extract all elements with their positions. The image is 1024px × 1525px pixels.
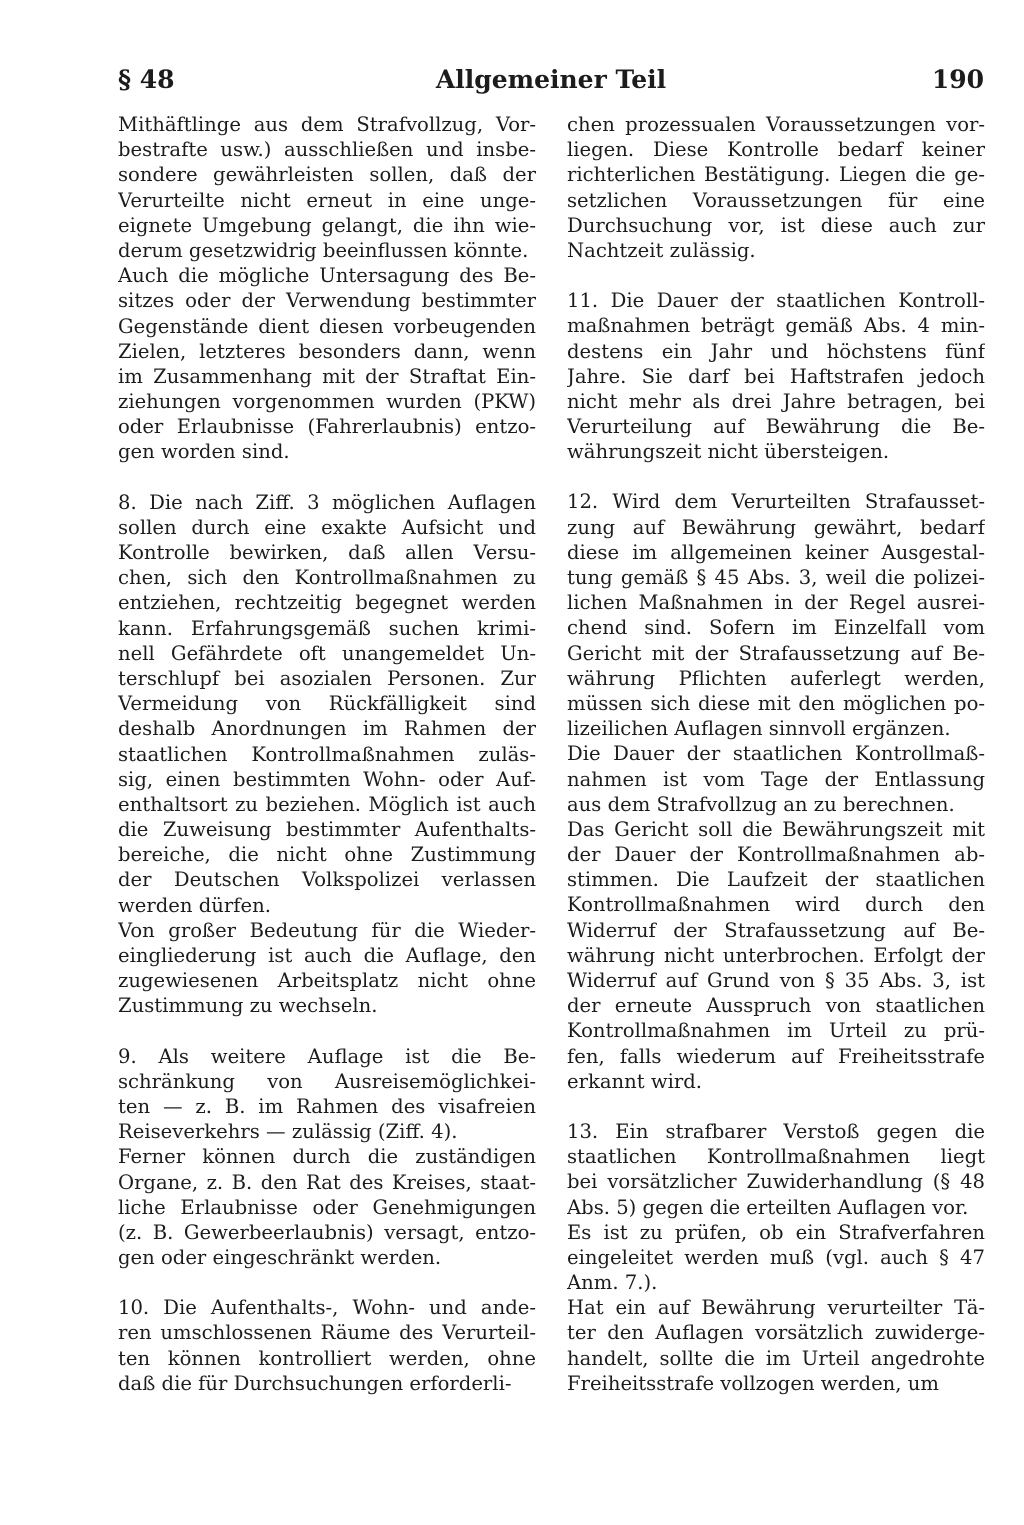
text-line: nicht mehr als drei Jahre betragen, bei — [567, 389, 985, 413]
text-line: Widerruf der Strafaussetzung auf Be- — [567, 918, 985, 942]
text-line: 10. Die Aufenthalts-, Wohn- und ande- — [118, 1296, 536, 1320]
text-line: gen oder eingeschränkt werden. — [118, 1246, 442, 1270]
text-line: sondere gewährleisten sollen, daß der — [118, 163, 536, 187]
paragraph — [118, 1295, 536, 1396]
text-line: Verurteilte nicht erneut in eine unge- — [118, 188, 536, 212]
text-line: bestrafte usw.) ausschließen und insbe- — [118, 138, 536, 162]
text-line: eingliederung ist auch die Auflage, den — [118, 944, 536, 967]
text-line: derum gesetzwidrig beeinflussen könnte. — [118, 238, 529, 262]
left-column — [118, 112, 536, 1396]
text-line: Es ist zu prüfen, ob ein Strafverfahren — [567, 1220, 985, 1244]
text-line: nahmen ist vom Tage der Entlassung — [567, 767, 985, 791]
text-line: Verurteilung auf Bewährung die Be- — [567, 415, 985, 439]
text-line: Abs. 5) gegen die erteilten Auflagen vor. — [567, 1195, 969, 1219]
text-line: ziehungen vorgenommen wurden (PKW) — [118, 390, 536, 414]
text-line: Hat ein auf Bewährung verurteilter Tä- — [567, 1296, 985, 1320]
paragraph-gap — [118, 1270, 536, 1295]
text-line: lichen Maßnahmen in der Regel ausrei- — [567, 591, 985, 615]
text-line: kann. Erfahrungsgemäß suchen krimi- — [118, 616, 536, 640]
right-column — [567, 112, 985, 1396]
text-line: zung auf Bewährung gewährt, bedarf — [567, 515, 985, 539]
text-line: währungszeit nicht übersteigen. — [567, 440, 890, 464]
text-line: bereiche, die nicht ohne Zustimmung — [118, 843, 536, 867]
text-line: erkannt wird. — [567, 1069, 703, 1093]
text-line: bei vorsätzlicher Zuwiderhandlung (§ 48 — [567, 1170, 985, 1194]
text-line: Durchsuchung vor, ist diese auch zur — [567, 213, 985, 237]
section-number: § 48 — [118, 65, 175, 94]
text-line: eignete Umgebung gelangt, die ihn wie- — [118, 213, 536, 237]
paragraph — [118, 1044, 536, 1271]
text-line: oder Erlaubnisse (Fahrerlaubnis) entzo- — [118, 415, 536, 439]
text-line: eingeleitet werden muß (vgl. auch § 47 — [567, 1245, 985, 1269]
text-line: setzlichen Voraussetzungen für eine — [567, 188, 985, 212]
text-line: Widerruf auf Grund von § 35 Abs. 3, ist — [567, 969, 985, 992]
text-line: die Zuweisung bestimmter Aufenthalts- — [118, 818, 536, 842]
text-line: ter den Auflagen vorsätzlich zuwiderge- — [567, 1321, 985, 1345]
text-line: sollen durch eine exakte Aufsicht und — [118, 515, 536, 539]
paragraph — [567, 489, 985, 1094]
paragraph — [118, 112, 536, 465]
text-line: Mithäftlinge aus dem Strafvollzug, Vor- — [118, 113, 536, 136]
text-line: zugewiesenen Arbeitsplatz nicht ohne — [118, 969, 536, 993]
text-line: Freiheitsstrafe vollzogen werden, um — [567, 1371, 939, 1395]
text-line: währung nicht unterbrochen. Erfolgt der — [567, 943, 985, 967]
text-line: destens ein Jahr und höchstens fünf — [567, 339, 985, 363]
paragraph — [567, 288, 985, 464]
text-line: Zustimmung zu wechseln. — [118, 994, 378, 1018]
text-line: staatlichen Kontrollmaßnahmen zuläs- — [118, 742, 536, 766]
text-line: tung gemäß § 45 Abs. 3, weil die polizei- — [567, 566, 985, 589]
text-line: werden dürfen. — [118, 893, 271, 917]
page-number: 190 — [931, 65, 984, 94]
page-header — [118, 60, 984, 100]
text-line: der erneute Ausspruch von staatlichen — [567, 994, 985, 1018]
text-line: deshalb Anordnungen im Rahmen der — [118, 717, 536, 741]
text-line: enthaltsort zu beziehen. Möglich ist auch — [118, 792, 536, 816]
text-line: müssen sich diese mit den möglichen po- — [567, 691, 985, 715]
text-line: Nachtzeit zulässig. — [567, 238, 756, 262]
text-line: ten — z. B. im Rahmen des visafreien — [118, 1094, 536, 1118]
text-line: Reiseverkehrs — zulässig (Ziff. 4). — [118, 1120, 458, 1144]
text-line: liche Erlaubnisse oder Genehmigungen — [118, 1195, 536, 1219]
running-title: Allgemeiner Teil — [435, 65, 667, 94]
text-line: ren umschlossenen Räume des Verurteil- — [118, 1321, 536, 1345]
text-line: Kontrollmaßnahmen im Urteil zu prü- — [567, 1019, 985, 1043]
text-line: richterlichen Bestätigung. Liegen die ge- — [567, 163, 985, 187]
text-line: währung Pflichten auferlegt werden, — [567, 666, 985, 690]
paragraph-gap — [567, 263, 985, 288]
text-line: (z. B. Gewerbeerlaubnis) versagt, entzo- — [118, 1220, 536, 1244]
text-line: Vermeidung von Rückfälligkeit sind — [118, 692, 536, 716]
text-line: Das Gericht soll die Bewährungszeit mit — [567, 817, 985, 841]
paragraph — [567, 112, 985, 263]
text-line: Anm. 7.). — [567, 1271, 658, 1295]
text-line: 8. Die nach Ziff. 3 möglichen Auflagen — [118, 490, 536, 514]
text-line: sitzes oder der Verwendung bestimmter — [118, 289, 536, 313]
text-line: der Dauer der Kontrollmaßnahmen ab- — [567, 843, 985, 867]
text-line: chend sind. Sofern im Einzelfall vom — [567, 616, 985, 640]
text-line: chen, sich den Kontrollmaßnahmen zu — [118, 566, 536, 590]
text-line: schränkung von Ausreisemöglichkei- — [118, 1069, 536, 1093]
text-line: Gericht mit der Strafaussetzung auf Be- — [567, 641, 985, 665]
text-line: Gegenstände dient diesen vorbeugenden — [118, 314, 536, 338]
text-line: der Deutschen Volkspolizei verlassen — [118, 868, 536, 892]
paragraph-gap — [118, 1019, 536, 1044]
text-line: Auch die mögliche Untersagung des Be- — [118, 264, 536, 288]
text-line: staatlichen Kontrollmaßnahmen liegt — [567, 1145, 985, 1169]
text-line: Jahre. Sie darf bei Haftstrafen jedoch — [567, 364, 985, 388]
text-line: gen worden sind. — [118, 440, 290, 464]
text-line: chen prozessualen Voraussetzungen vor- — [567, 113, 985, 136]
text-line: Die Dauer der staatlichen Kontrollmaß- — [567, 742, 985, 766]
text-line: 11. Die Dauer der staatlichen Kontroll- — [567, 289, 985, 313]
text-line: ten können kontrolliert werden, ohne — [118, 1346, 536, 1370]
paragraph-gap — [567, 1094, 985, 1119]
text-line: stimmen. Die Laufzeit der staatlichen — [567, 868, 985, 892]
text-line: Kontrolle bewirken, daß allen Versu- — [118, 541, 536, 564]
text-line: 9. Als weitere Auflage ist die Be- — [118, 1044, 536, 1068]
text-line: diese im allgemeinen keiner Ausgestal- — [567, 540, 985, 564]
text-line: terschlupf bei asozialen Personen. Zur — [118, 666, 536, 690]
text-line: 13. Ein strafbarer Verstoß gegen die — [567, 1119, 985, 1143]
paragraph — [118, 490, 536, 1019]
text-line: fen, falls wiederum auf Freiheitsstrafe — [567, 1044, 985, 1068]
text-line: Organe, z. B. den Rat des Kreises, staat- — [118, 1170, 536, 1194]
text-line: Ferner können durch die zuständigen — [118, 1145, 536, 1169]
text-line: maßnahmen beträgt gemäß Abs. 4 min- — [567, 314, 985, 338]
text-line: liegen. Diese Kontrolle bedarf keiner — [567, 138, 985, 162]
text-line: nell Gefährdete oft unangemeldet Un- — [118, 641, 536, 665]
text-line: entziehen, rechtzeitig begegnet werden — [118, 591, 536, 615]
text-line: sig, einen bestimmten Wohn- oder Auf- — [118, 767, 536, 791]
text-line: handelt, sollte die im Urteil angedrohte — [567, 1346, 985, 1370]
text-line: Von großer Bedeutung für die Wieder- — [118, 918, 536, 942]
text-line: aus dem Strafvollzug an zu berechnen. — [567, 792, 955, 816]
text-line: im Zusammenhang mit der Straftat Ein- — [118, 364, 536, 388]
paragraph-gap — [118, 465, 536, 490]
text-line: daß die für Durchsuchungen erforderli- — [118, 1371, 512, 1395]
paragraph — [567, 1119, 985, 1396]
text-line: 12. Wird dem Verurteilten Strafausset- — [567, 490, 985, 514]
text-line: lizeilichen Auflagen sinnvoll ergänzen. — [567, 717, 951, 741]
text-line: Kontrollmaßnahmen wird durch den — [567, 893, 985, 917]
paragraph-gap — [567, 464, 985, 489]
text-line: Zielen, letzteres besonders dann, wenn — [118, 339, 536, 363]
